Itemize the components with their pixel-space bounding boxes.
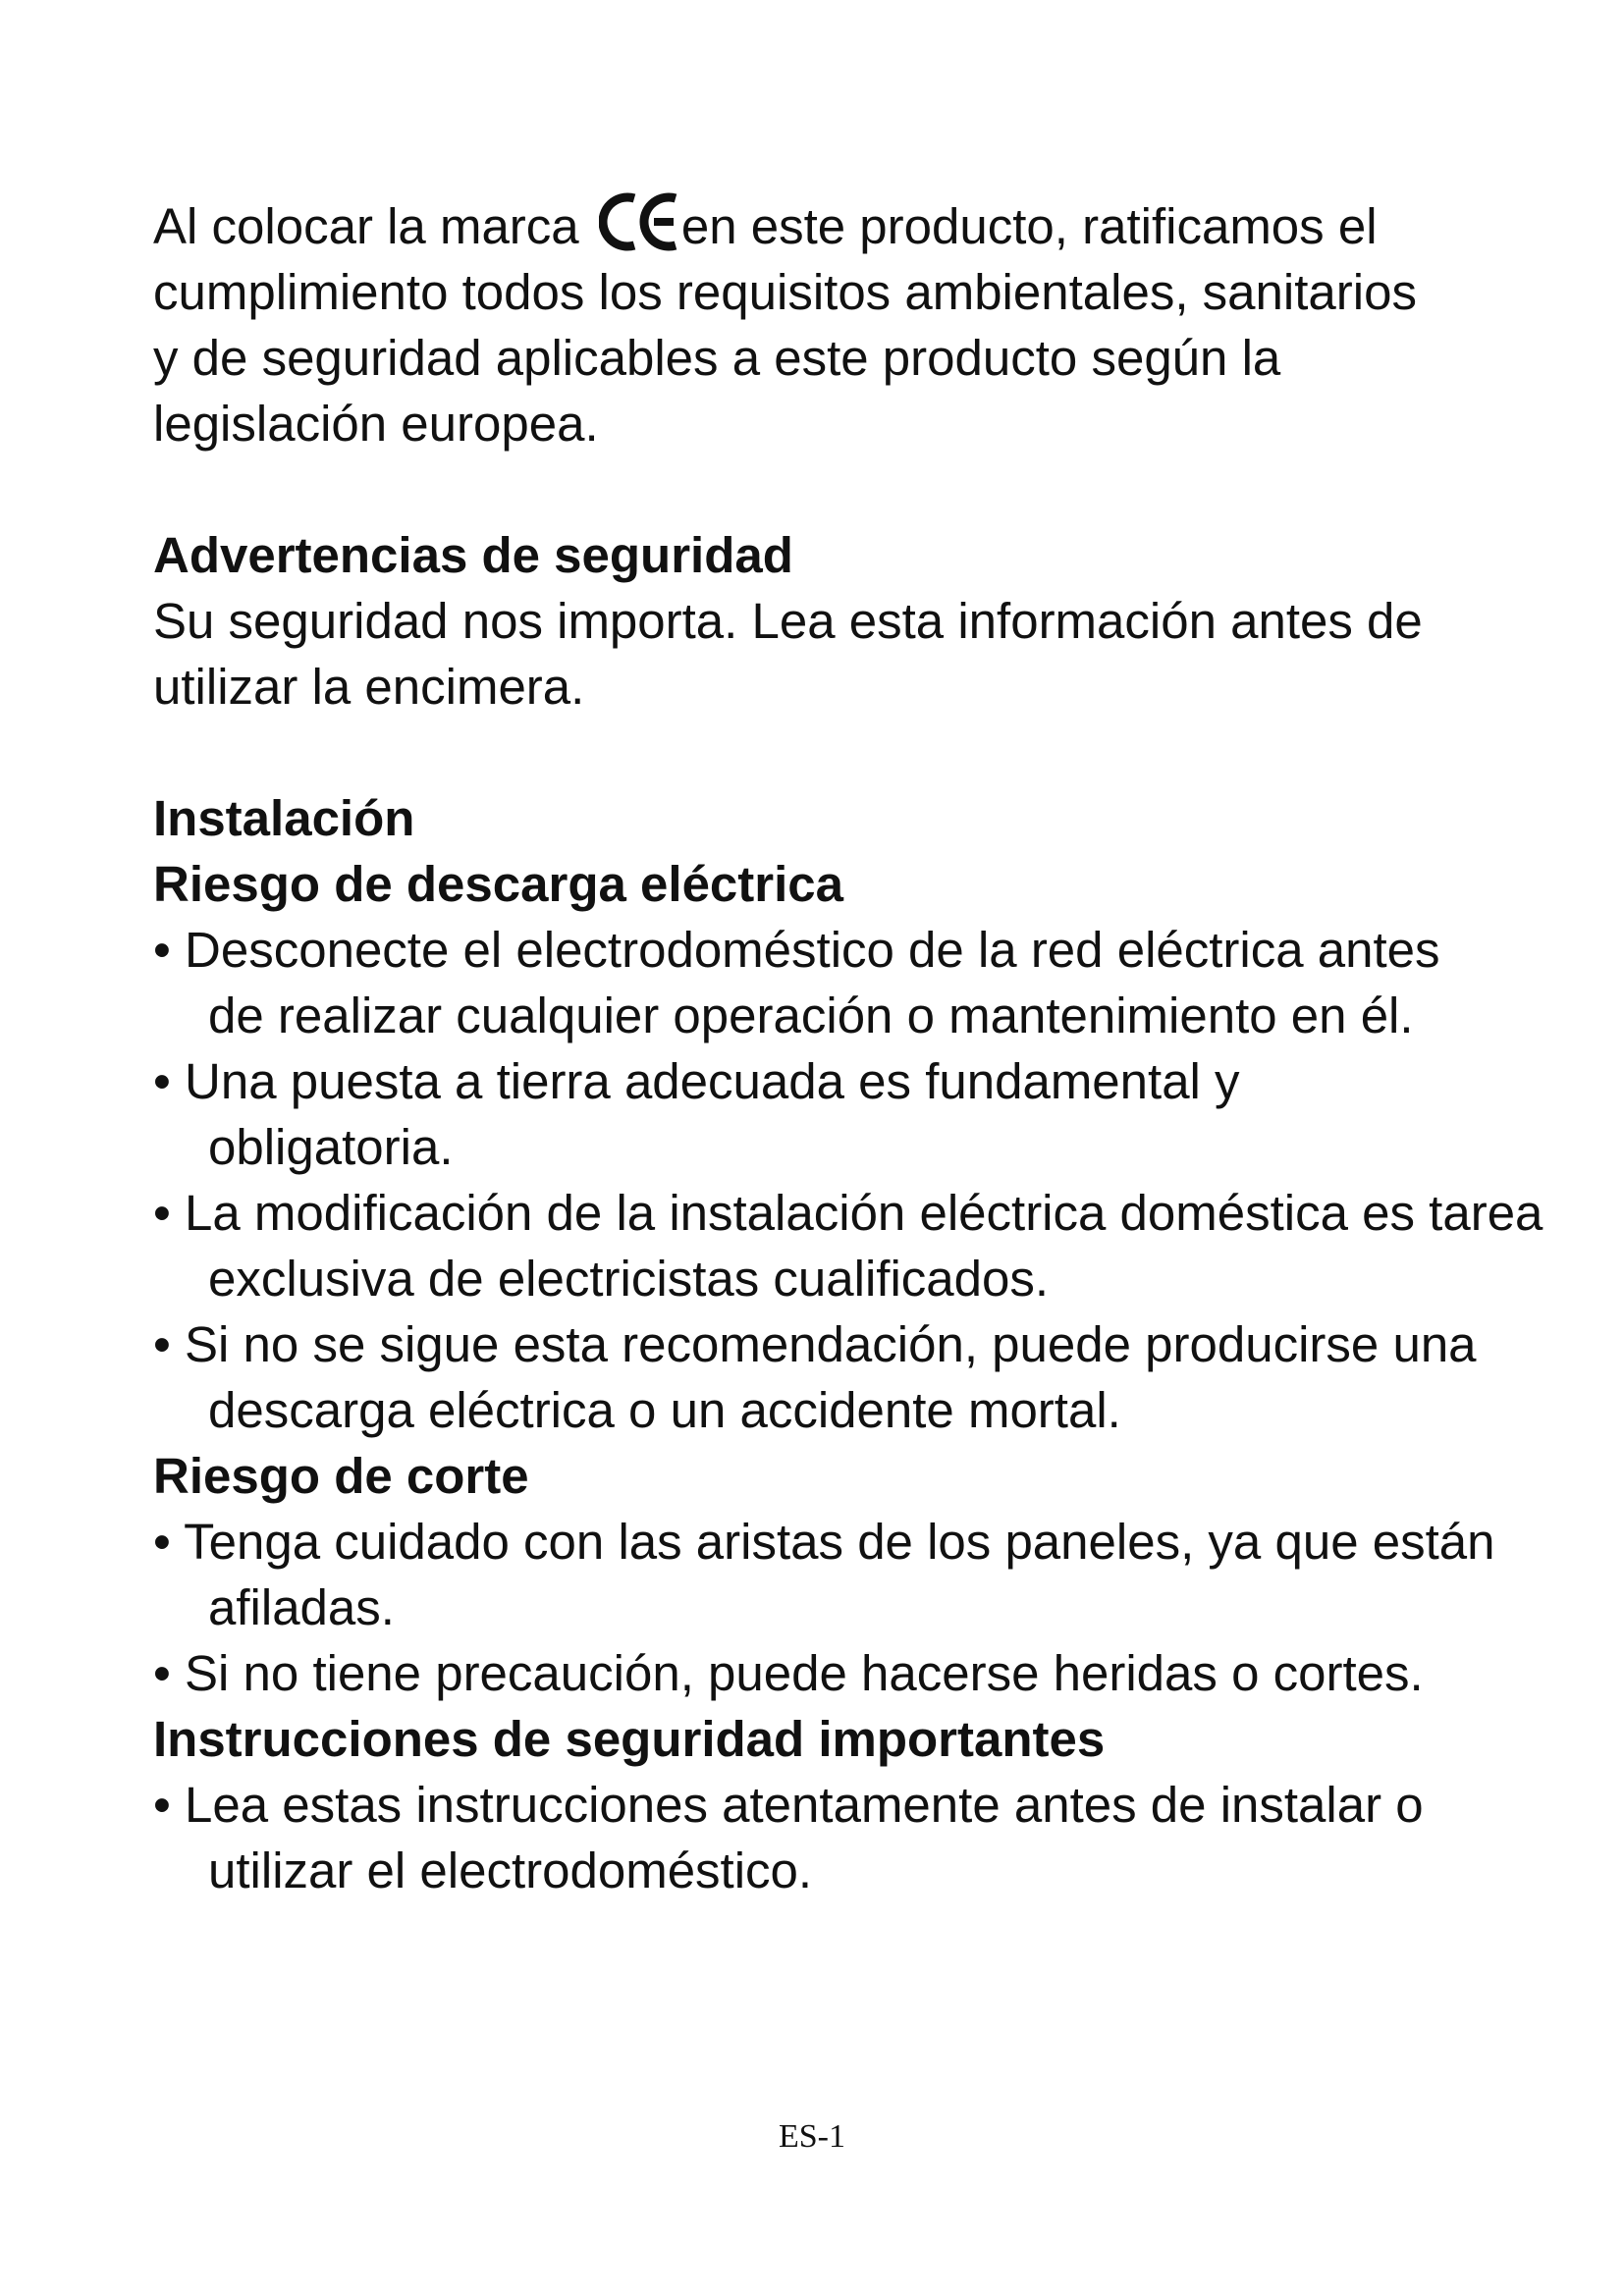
spacer (153, 720, 1528, 785)
cut-item: • Tenga cuidado con las aristas de los paneles, ya que están afiladas. (153, 1514, 1495, 1635)
cut-item: • Si no tiene precaución, puede hacerse heridas o cortes. (153, 1645, 1424, 1701)
important-item: • Lea estas instrucciones atentamente antes de instalar o utilizar el electrodoméstico. (153, 1777, 1424, 1898)
ce-intro-paragraph (153, 192, 1439, 456)
important-instructions-heading: Instrucciones de seguridad importantes (153, 1711, 1106, 1767)
installation-heading: Instalación (153, 790, 415, 846)
ce-intro-text-end: en este producto, ratificamos el cumplimiento todos los requisitos ambientales, sanitarios y de seguridad aplicables a este producto según la legislación europea. (153, 198, 1417, 452)
ce-intro-text-start: Al colocar la marca (153, 198, 593, 254)
electric-item: • La modificación de la instalación eléctrica doméstica es tarea exclusiva de electricistas cualificados. (153, 1185, 1543, 1307)
electric-shock-heading: Riesgo de descarga eléctrica (153, 856, 844, 912)
spacer (153, 456, 1528, 522)
cut-risk-heading: Riesgo de corte (153, 1448, 529, 1504)
ce-mark-icon (599, 192, 681, 251)
electric-item: • Desconecte el electrodoméstico de la red eléctrica antes de realizar cualquier operación o mantenimiento en él. (153, 922, 1440, 1043)
safety-heading: Advertencias de seguridad (153, 527, 793, 583)
electric-item: • Si no se sigue esta recomendación, puede producirse una descarga eléctrica o un accidente mortal. (153, 1316, 1477, 1438)
page-content (153, 192, 1543, 1903)
safety-text: Su seguridad nos importa. Lea esta información antes de utilizar la encimera. (153, 593, 1423, 715)
page-number: ES-1 (779, 2118, 845, 2155)
electric-item: • Una puesta a tierra adecuada es fundamental y obligatoria. (153, 1053, 1240, 1175)
